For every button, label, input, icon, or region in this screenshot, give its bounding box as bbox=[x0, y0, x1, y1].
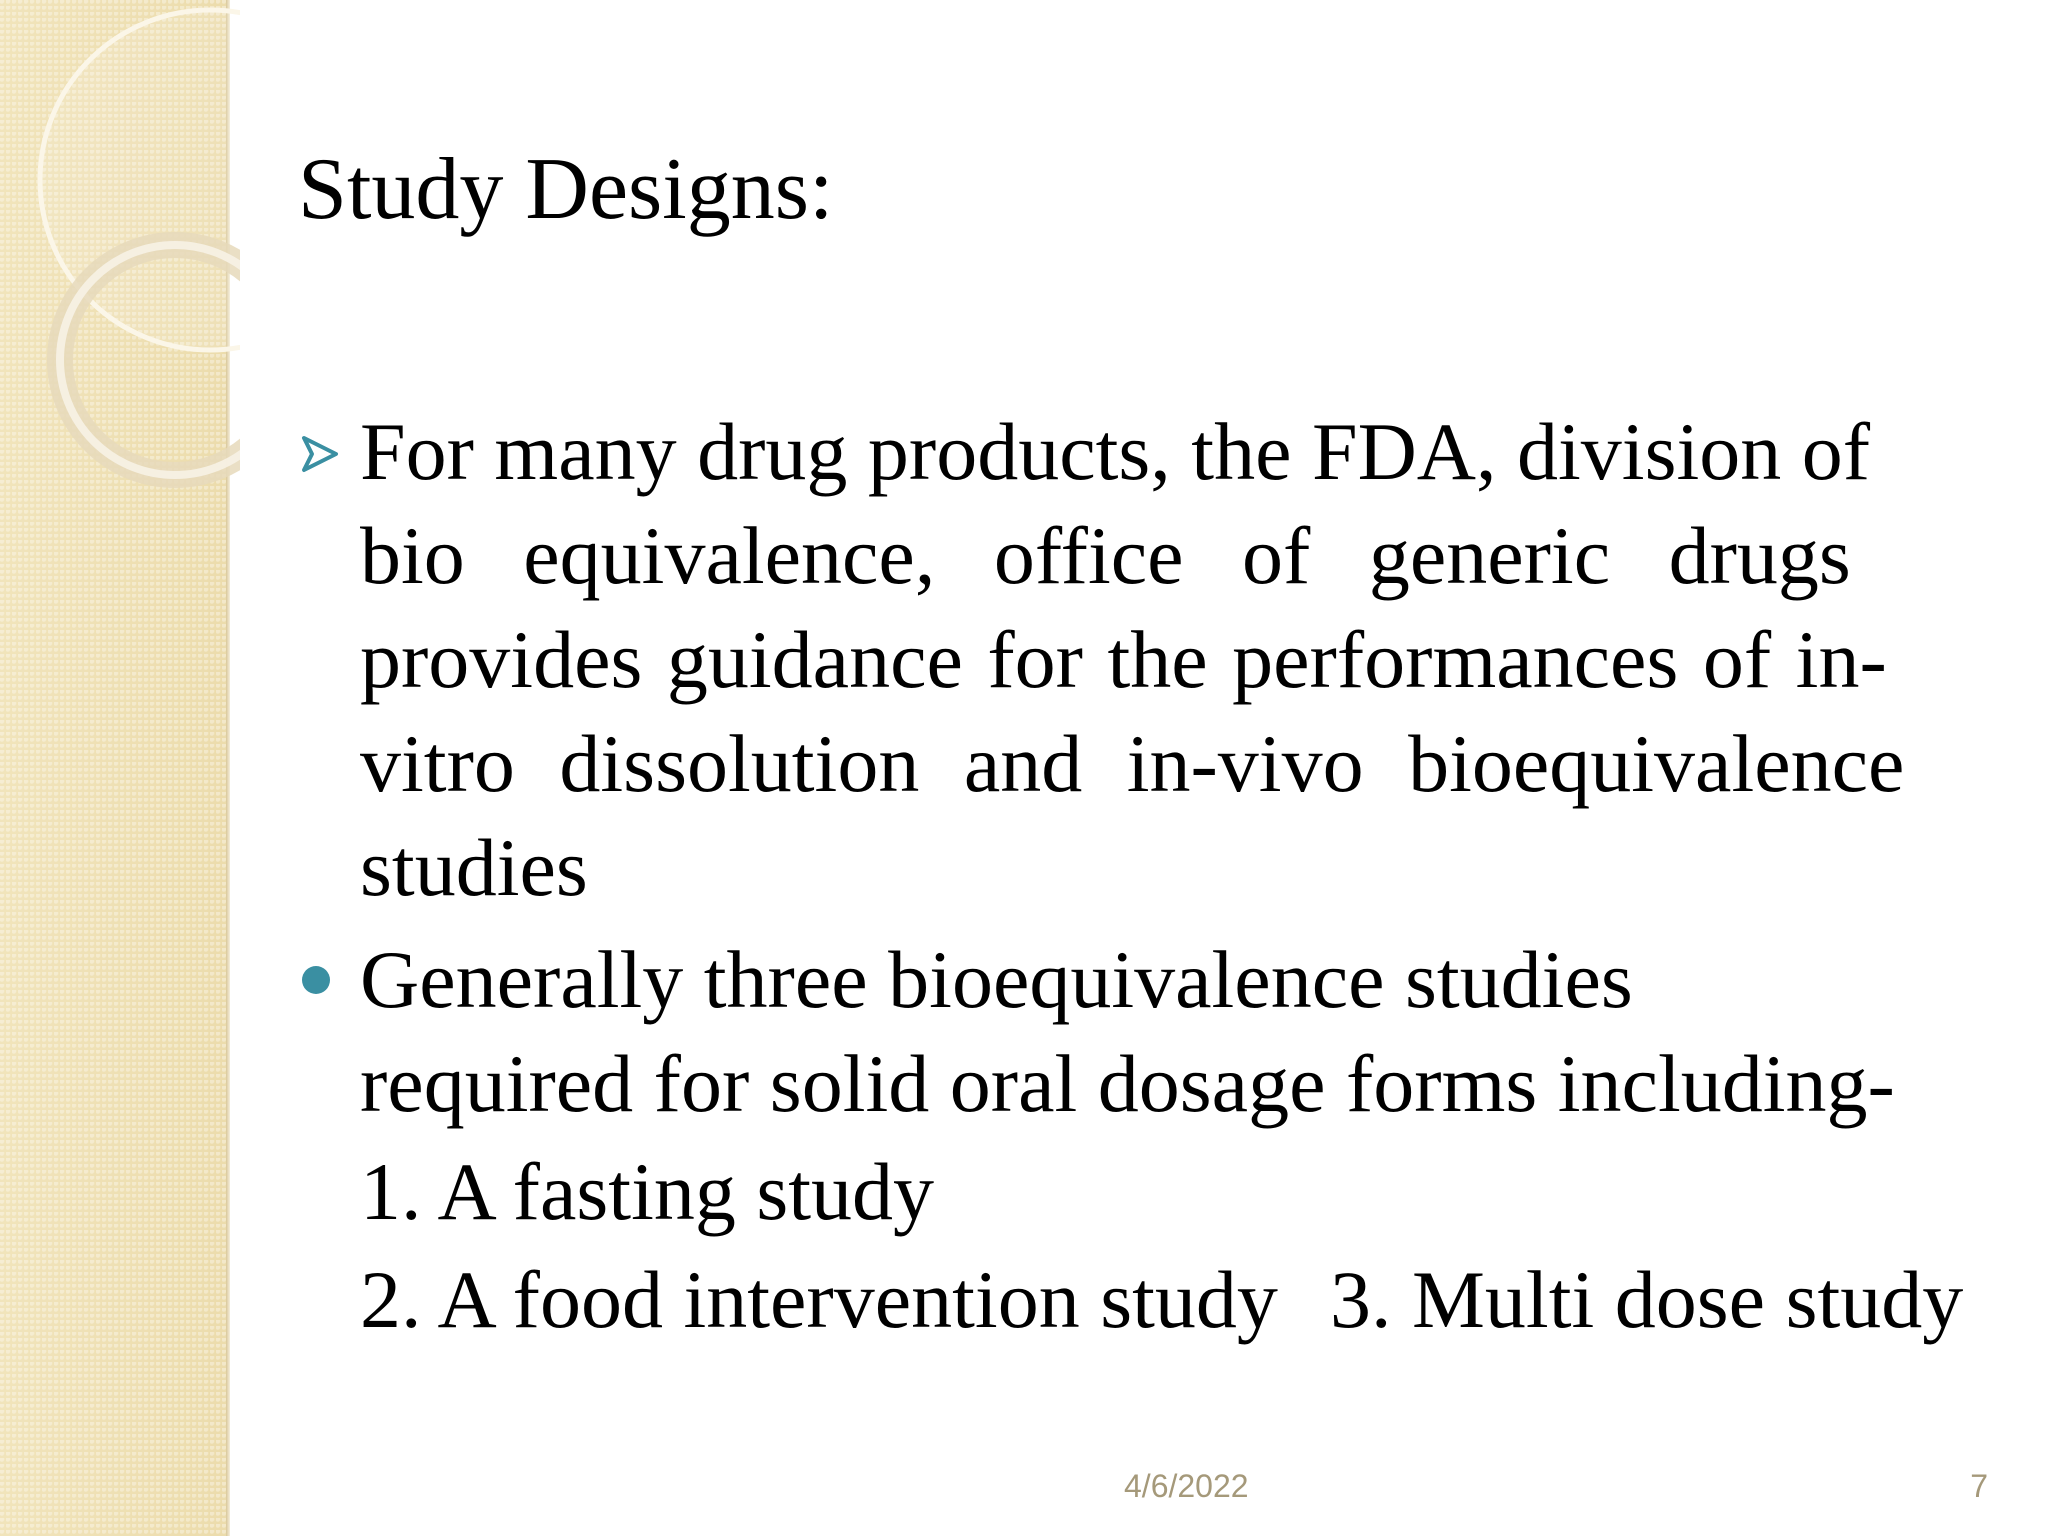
text-line: required for solid oral dosage forms including- bbox=[360, 1038, 1895, 1129]
text-line: vitro dissolution and in-vivo bioequivalence bbox=[360, 718, 1905, 809]
bullet-text bbox=[360, 928, 1982, 1136]
text-line: studies bbox=[360, 822, 588, 913]
text-line: bio equivalence, office of generic drugs bbox=[360, 510, 1851, 601]
study-item-multi-dose: 3. Multi dose study bbox=[1330, 1254, 1964, 1345]
footer-date: 4/6/2022 bbox=[1124, 1468, 1249, 1504]
slide-title: Study Designs: bbox=[298, 141, 834, 238]
text-line: Generally three bioequivalence studies bbox=[360, 934, 1633, 1025]
bullet-three-studies bbox=[298, 928, 1982, 1136]
text-line: For many drug products, the FDA, division of bbox=[360, 406, 1871, 497]
bullet-text bbox=[360, 400, 1982, 920]
page-number: 7 bbox=[1970, 1468, 1988, 1504]
arrow-bullet-icon bbox=[298, 432, 342, 476]
bullet-fda-guidance bbox=[298, 400, 1982, 920]
text-line: provides guidance for the performances of in- bbox=[360, 614, 1887, 705]
study-item-fasting: 1. A fasting study bbox=[360, 1146, 935, 1237]
study-item-food: 2. A food intervention study bbox=[360, 1254, 1278, 1345]
decorative-rings bbox=[0, 0, 240, 520]
dot-bullet-icon bbox=[302, 966, 330, 994]
